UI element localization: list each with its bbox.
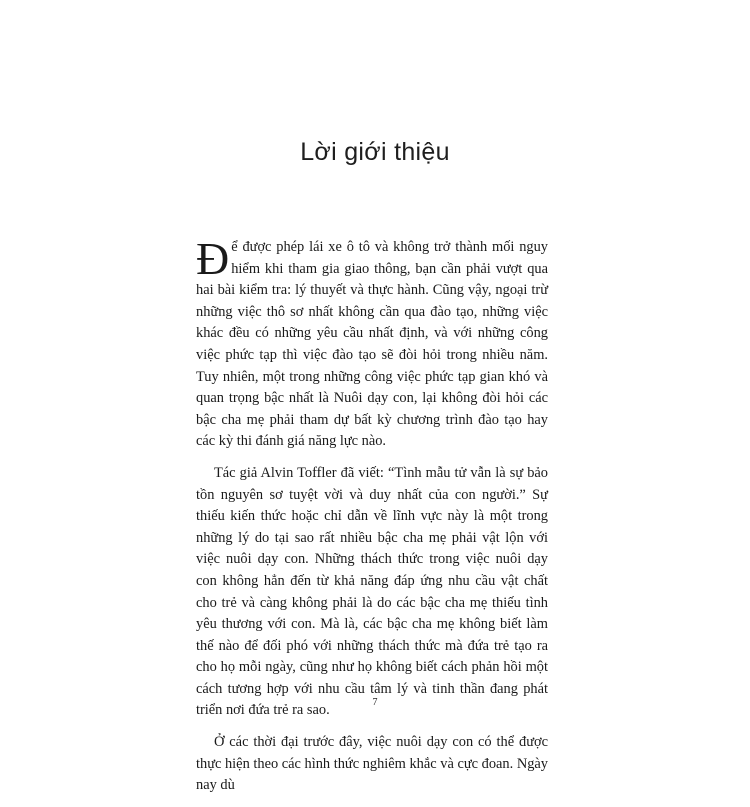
body-text [196,233,548,807]
page-number: 7 [372,697,378,708]
chapter-title: Lời giới thiệu [300,138,450,166]
paragraph-1-text: ể được phép lái xe ô tô và không trở thành mối nguy hiểm khi tham gia giao thông, bạn cần phải vượt qua hai bài kiểm tra: lý thuyết và thực hành. Cũng vậy, ngoại trừ những việc thô sơ nhất không cần qua đào tạo, những việc khác đều có những yêu cầu nhất định, và với những công việc phức tạp thì việc đào tạo sẽ đòi hỏi trong nhiều năm. Tuy nhiên, một trong những công việc phức tạp gian khó và quan trọng bậc nhất là Nuôi dạy con, lại không đòi hỏi các bậc cha mẹ phải tham dự bất kỳ chương trình đào tạo hay các kỳ thi đánh giá năng lực nào. [196,239,548,450]
paragraph-3: Ở các thời đại trước đây, việc nuôi dạy con có thể được thực hiện theo các hình thức nghiêm khắc và cực đoan. Ngày nay dù [196,734,548,794]
drop-cap: Đ [196,233,230,284]
paragraph-1 [196,233,548,453]
paragraph-2: Tác giả Alvin Toffler đã viết: “Tình mẫu tử vẫn là sự bảo tồn nguyên sơ tuyệt vời và duy nhất của con người.” Sự thiếu kiến thức hoặc chỉ dẫn về lĩnh vực này là một trong những lý do tại sao rất nhiều bậc cha mẹ phải vật lộn với việc nuôi dạy con. Những thách thức trong việc nuôi dạy con không hẳn đến từ khả năng đáp ứng nhu cầu vật chất cho trẻ và càng không phải là do các bậc cha mẹ thiếu tình yêu thương với con. Mà là, các bậc cha mẹ không biết làm thế nào để đối phó với những thách thức mà đứa trẻ tạo ra cho họ mỗi ngày, cũng như họ không biết cách phản hồi một cách tương hợp với nhu cầu tâm lý và tinh thần đang phát triển nơi đứa trẻ ra sao. [196,464,548,719]
